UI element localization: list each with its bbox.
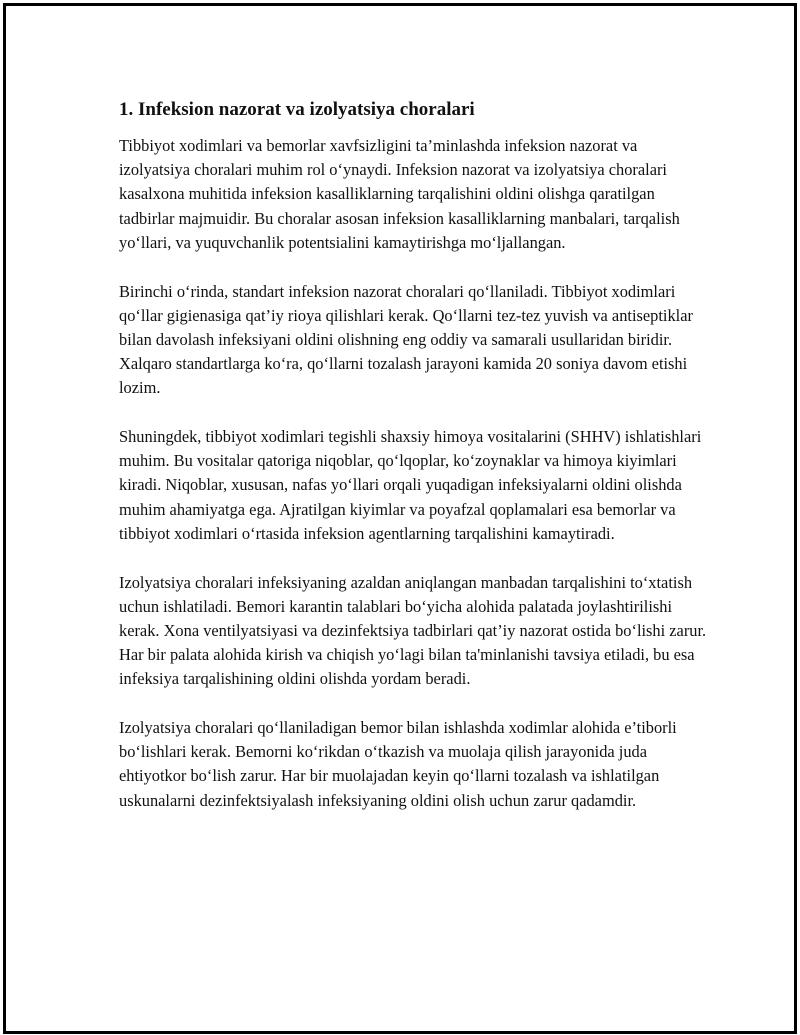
section-heading: 1. Infeksion nazorat va izolyatsiya choralari xyxy=(119,99,475,120)
document-body xyxy=(119,98,709,837)
paragraph: Tibbiyot xodimlari va bemorlar xavfsizligini ta’minlashda infeksion nazorat va izolyatsiya choralari muhim rol o‘ynaydi. Infeksion nazorat va izolyatsiya choralari kasalxona muhitida infeksion kasalliklarning tarqalishini oldini olishga qaratilgan tadbirlar majmuidir. Bu choralar asosan infeksion kasalliklarning manbalari, tarqalish yo‘llari, va yuquvchanlik potentsialini kamaytirishga mo‘ljallangan. xyxy=(119,136,680,252)
paragraph: Shuningdek, tibbiyot xodimlari tegishli shaxsiy himoya vositalarini (SHHV) ishlatishlari muhim. Bu vositalar qatoriga niqoblar, qo‘lqoplar, ko‘zoynaklar va himoya kiyimlari kiradi. Niqoblar, xususan, nafas yo‘llari orqali yuqadigan infeksiyalarni oldini olishda muhim ahamiyatga ega. Ajratilgan kiyimlar va poyafzal qoplamalari esa bemorlar va tibbiyot xodimlari o‘rtasida infeksion agentlarning tarqalishini kamaytiradi. xyxy=(119,427,702,543)
paragraph: Birinchi o‘rinda, standart infeksion nazorat choralari qo‘llaniladi. Tibbiyot xodimlari qo‘llar gigienasiga qat’iy rioya qilishlari kerak. Qo‘llarni tez-tez yuvish va antiseptiklar bilan davolash infeksiyani oldini olishning eng oddiy va samarali usullaridan biridir. Xalqaro standartlarga ko‘ra, qo‘llarni tozalash jarayoni kamida 20 soniya davom etishi lozim. xyxy=(119,281,693,398)
paragraph: Izolyatsiya choralari infeksiyaning azaldan aniqlangan manbadan tarqalishini to‘xtatish uchun ishlatiladi. Bemori karantin talablari bo‘yicha alohida palatada joylashtirilishi kerak. Xona ventilyatsiyasi va dezinfektsiya tadbirlari qat’iy nazorat ostida bo‘lishi zarur. Har bir palata alohida kirish va chiqish yo‘lagi bilan ta'minlanishi tavsiya etiladi, bu esa infeksiya tarqalishining oldini olishda yordam beradi. xyxy=(119,572,707,689)
page-frame xyxy=(3,3,797,1034)
paragraph: Izolyatsiya choralari qo‘llaniladigan bemor bilan ishlashda xodimlar alohida e’tiborli bo‘lishlari kerak. Bemorni ko‘rikdan o‘tkazish va muolaja qilish jarayonida juda ehtiyotkor bo‘lish zarur. Har bir muolajadan keyin qo‘llarni tozalash va ishlatilgan uskunalarni dezinfektsiyalash infeksiyaning oldini olish uchun zarur qadamdir. xyxy=(119,718,677,810)
